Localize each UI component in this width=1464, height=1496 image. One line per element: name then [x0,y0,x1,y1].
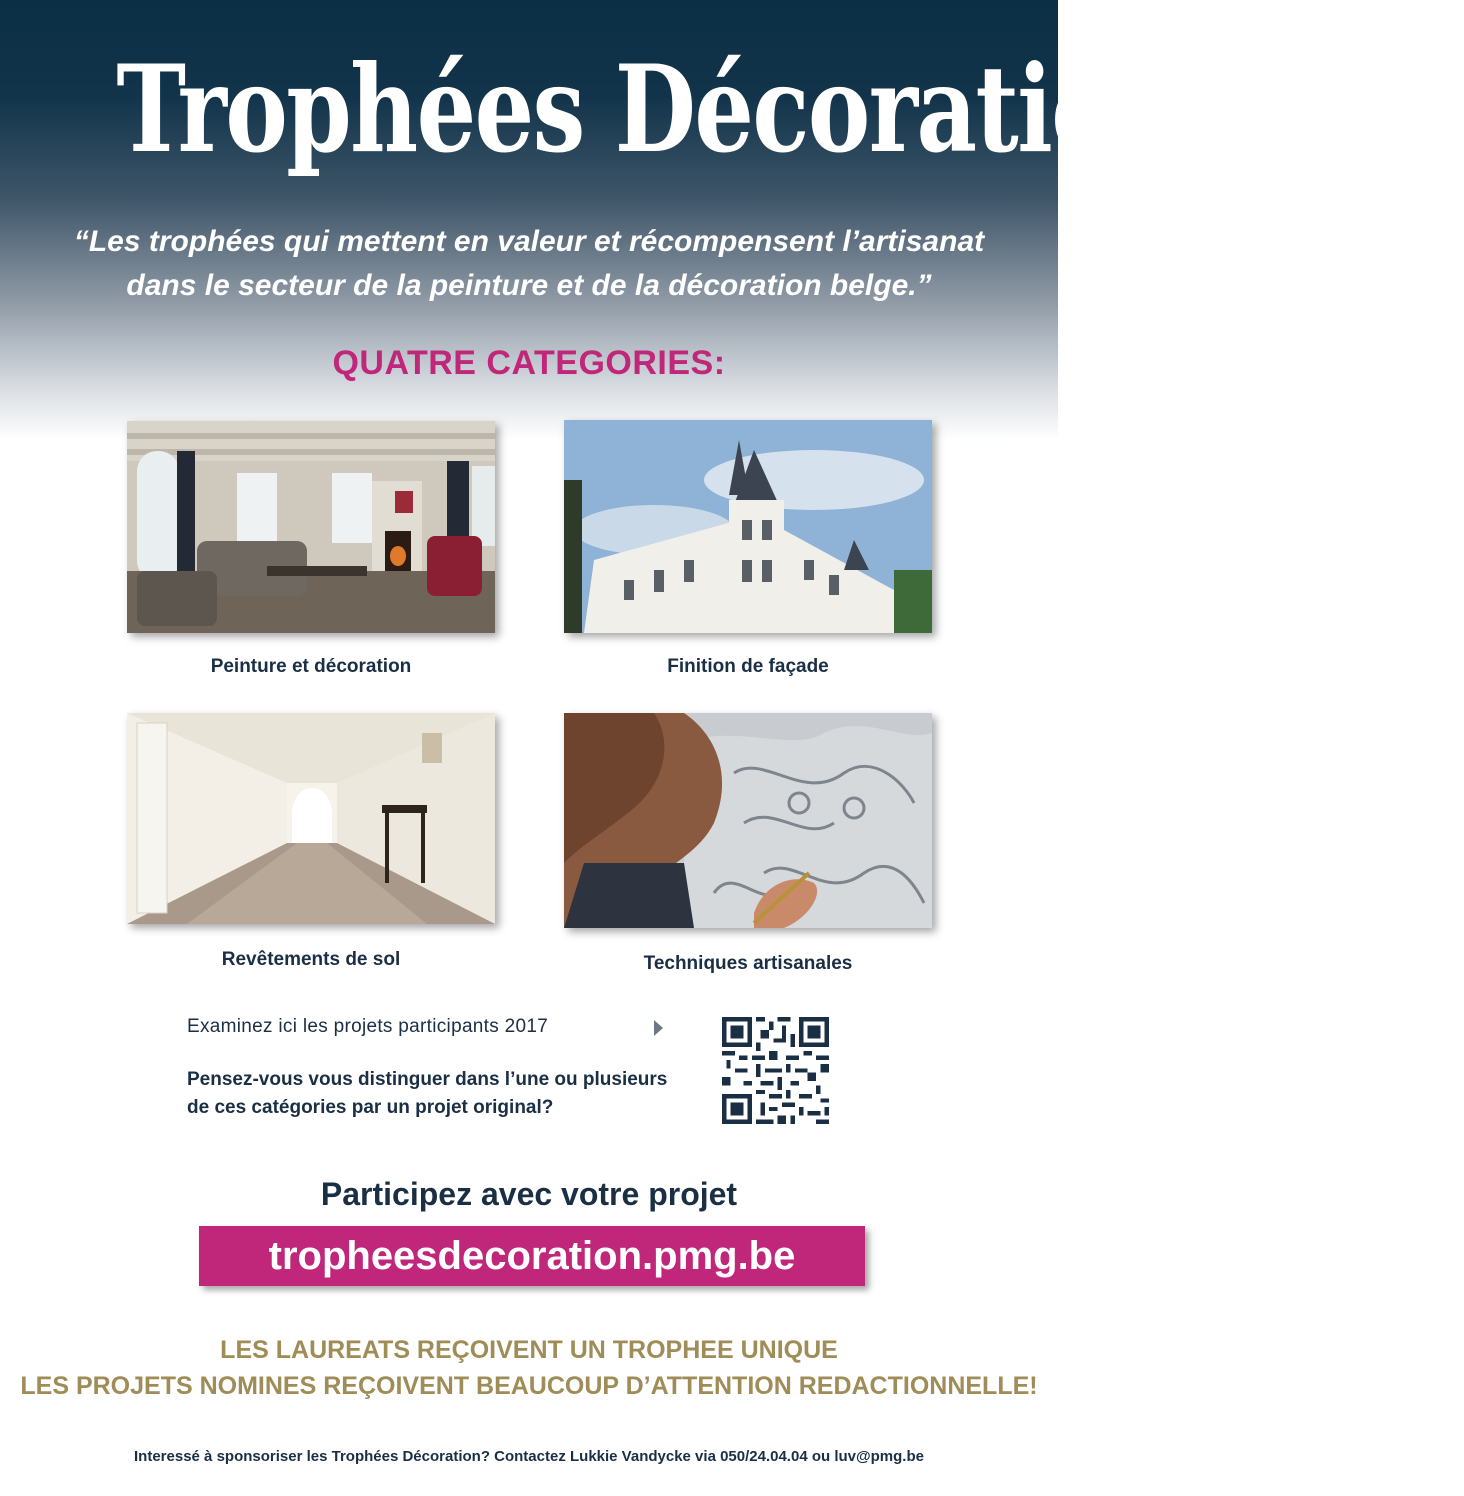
photo-living-room [127,421,495,633]
category-caption-3: Revêtements de sol [221,949,401,970]
category-caption-1: Peinture et décoration [210,656,412,677]
tagline [40,220,1018,308]
participate-heading: Participez avec votre projet [320,1176,738,1212]
laureats-line-1: LES LAUREATS REÇOIVENT UN TROPHEE UNIQUE [220,1336,838,1364]
photo-corridor [127,713,495,924]
question-line-1: Pensez-vous vous distinguer dans l’une ou plusieurs [187,1069,668,1090]
arrow-right-icon[interactable] [654,1020,663,1036]
photo-artisan [564,713,932,928]
category-caption-4: Techniques artisanales [643,953,853,974]
page-title: Trophées Décoration 2018 [116,39,1464,180]
question-text [187,1066,727,1122]
footer-contact: Interessé à sponsoriser les Trophées Décoration? Contactez Lukkie Vandycke via 050/24.04.04 ou luv@pmg.be [134,1448,924,1465]
projects-link[interactable]: Examinez ici les projets participants 2017 [187,1016,549,1037]
tagline-line-2: dans le secteur de la peinture et de la décoration belge.” [126,269,932,302]
qr-code-icon[interactable] [722,1017,829,1124]
category-caption-2: Finition de façade [667,656,829,677]
website-link[interactable]: tropheesdecoration.pmg.be [199,1226,865,1286]
question-line-2: de ces catégories par un projet original? [187,1097,554,1118]
tagline-line-1: “Les trophées qui mettent en valeur et récompensent l’artisanat [73,225,985,258]
laureats-line-2: LES PROJETS NOMINES REÇOIVENT BEAUCOUP D’ATTENTION REDACTIONNELLE! [20,1372,1038,1400]
laureats-text [0,1332,1058,1404]
photo-facade [564,420,932,633]
categories-heading: QUATRE CATEGORIES: [332,344,726,382]
